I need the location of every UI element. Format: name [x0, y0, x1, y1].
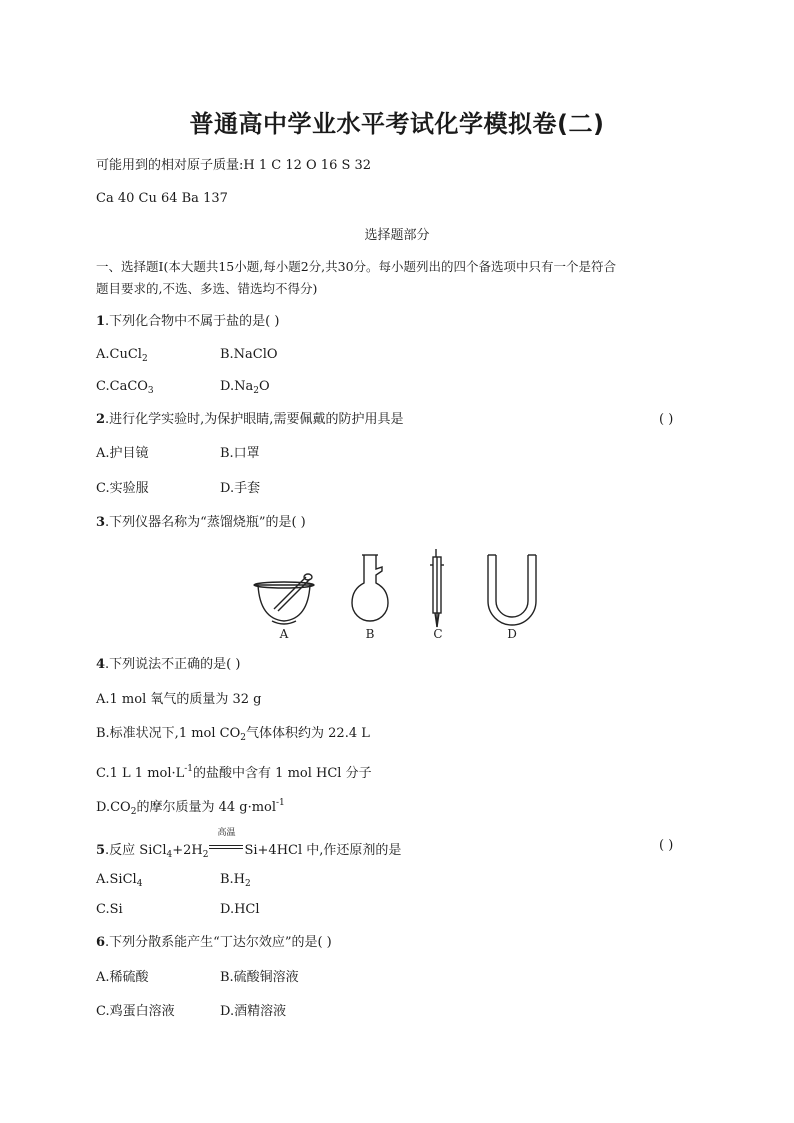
question-4-option-a: A.1 mol 氧气的质量为 32 g — [96, 692, 262, 707]
question-4-option-d: $D.CO_2$的摩尔质量为 44 g·mol$^{-1}$ — [96, 798, 285, 817]
question-5-option-d: D.HCl — [220, 902, 260, 917]
question-2-option-b: B.口罩 — [220, 446, 260, 461]
question-1-option-a: A.CuCl$_2$ — [96, 347, 148, 364]
question-5-option-a: A.SiCl$_4$ — [96, 872, 143, 889]
question-2-option-c: C.实验服 — [96, 481, 149, 496]
question-5-option-b: $B.H_2$ — [220, 872, 251, 889]
u-tube-drawing — [488, 555, 536, 625]
mortar-and-pestle-drawing — [254, 574, 314, 624]
question-4-option-b: B.标准状况下,1 mol $CO_2$气体体积约为 22.4 L — [96, 726, 370, 743]
question-1-option-d: $D.Na_2O$ — [220, 379, 270, 396]
apparatus-label-a: A — [279, 627, 289, 641]
apparatus-label-b: B — [365, 627, 375, 641]
question-6-option-c: C.鸡蛋白溶液 — [96, 1004, 175, 1019]
question-5-stem: 5.反应 $SiCl_4+2H_2$ 高温 Si+4HCl 中,作还原剂的是 — [96, 828, 402, 860]
atomic-mass-line-2: Ca 40 Cu 64 Ba 137 — [96, 191, 228, 206]
instructions-line-2: 题目要求的,不选、多选、错选均不得分) — [96, 281, 318, 296]
question-5-answer-blank: ( ) — [659, 838, 674, 853]
question-6-option-a: A.稀硫酸 — [96, 970, 149, 985]
apparatus-label-c: C — [433, 627, 443, 641]
question-5-option-c: C.Si — [96, 902, 123, 917]
question-2-option-d: D.手套 — [220, 481, 261, 496]
question-4-stem: 4.下列说法不正确的是( ) — [96, 657, 241, 672]
question-6-stem: 6.下列分散系能产生“丁达尔效应”的是( ) — [96, 935, 332, 950]
question-2-stem: 2.进行化学实验时,为保护眼睛,需要佩戴的防护用具是 — [96, 412, 404, 427]
flask-drawing — [352, 555, 388, 621]
question-2-option-a: A.护目镜 — [96, 446, 149, 461]
question-4-option-c: C.1 L 1 $mol\cdot L^{-1}$的盐酸中含有 1 mol HCl 分子 — [96, 764, 372, 781]
question-1-stem: 1.下列化合物中不属于盐的是( ) — [96, 314, 280, 329]
section-title: 选择题部分 — [364, 228, 430, 243]
instructions-line-1: 一、选择题Ⅰ(本大题共15小题,每小题2分,共30分。每小题列出的四个备选项中只有一个是符合 — [96, 259, 617, 274]
atomic-mass-line-1: 可能用到的相对原子质量:H 1 C 12 O 16 S 32 — [96, 158, 372, 173]
apparatus-label-d: D — [507, 627, 517, 641]
question-6-option-b: B.硫酸铜溶液 — [220, 970, 299, 985]
question-1-option-b: B.NaClO — [220, 347, 278, 362]
question-2-answer-blank: ( ) — [659, 412, 674, 427]
page-title: 普通高中学业水平考试化学模拟卷(二) — [189, 110, 605, 138]
question-3-stem: 3.下列仪器名称为“蒸馏烧瓶”的是( ) — [96, 515, 306, 530]
reaction-condition: 高温 — [209, 838, 243, 854]
question-1-option-c: C.CaCO$_3$ — [96, 379, 154, 396]
tube-drawing — [430, 549, 444, 627]
lab-apparatus-figure — [240, 545, 560, 647]
question-6-option-d: D.酒精溶液 — [220, 1004, 287, 1019]
